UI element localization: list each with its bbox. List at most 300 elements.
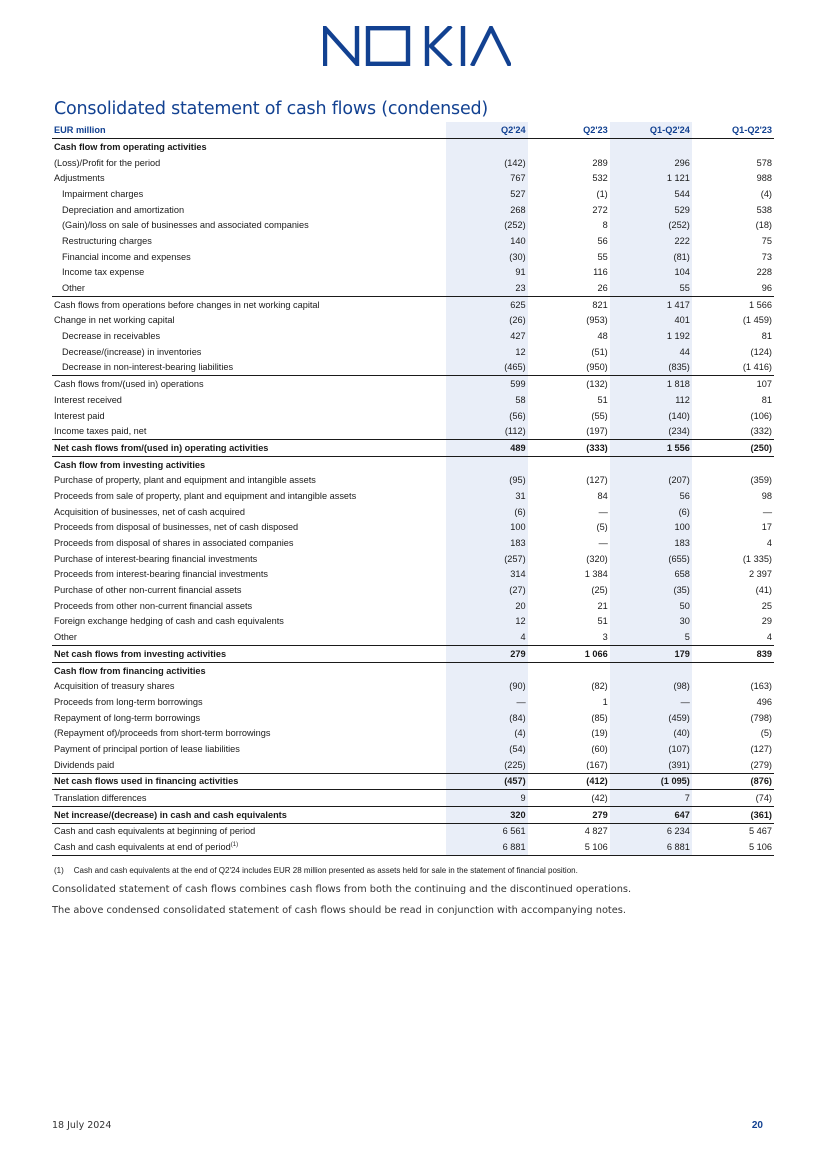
cell-value: 1 556 <box>610 440 692 457</box>
cell-value: 489 <box>446 440 528 457</box>
table-row <box>52 520 774 536</box>
cell-value: (835) <box>610 360 692 376</box>
cell-value: 26 <box>597 283 608 294</box>
footnote-mark: (1) <box>54 866 64 875</box>
cell-value: (6) <box>610 504 692 520</box>
cell-value: 96 <box>761 283 772 294</box>
cell-value <box>610 456 692 472</box>
page-title: Consolidated statement of cash flows (condensed) <box>54 99 489 119</box>
row-label-text: Cash flow from financing activities <box>54 665 206 676</box>
cell-value: (4) <box>446 725 528 741</box>
table-row <box>52 186 774 202</box>
cell-value <box>692 456 774 472</box>
row-label <box>52 614 446 630</box>
cell-value: 51 <box>597 616 608 627</box>
row-label-text: Purchase of property, plant and equipment and intangible assets <box>54 475 316 486</box>
table-row <box>52 504 774 520</box>
row-label <box>52 662 446 678</box>
cell-value: 183 <box>446 535 528 551</box>
table-row <box>52 567 774 583</box>
cell-value: 401 <box>610 313 692 329</box>
table-row <box>52 551 774 567</box>
cell-value: (876) <box>692 773 774 790</box>
row-label-text: Interest paid <box>54 410 105 421</box>
row-label-text: Income tax expense <box>62 267 145 278</box>
row-label-text: Proceeds from other non-current financial assets <box>54 600 253 611</box>
cell-value: 6 234 <box>610 823 692 839</box>
row-label <box>52 725 446 741</box>
note-text: Consolidated statement of cash flows combines cash flows from both the continuing and the discontinued operations. <box>52 884 632 895</box>
row-label <box>52 456 446 472</box>
cell-value: (95) <box>446 472 528 488</box>
cell-value: (82) <box>591 681 608 692</box>
row-label <box>52 598 446 614</box>
cell-value <box>610 139 692 155</box>
cell-value: — <box>762 506 772 517</box>
row-label <box>52 839 446 855</box>
cell-value: (54) <box>446 741 528 757</box>
cell-value: (798) <box>750 712 772 723</box>
cell-value: (1 459) <box>742 315 772 326</box>
cell-value: (412) <box>528 773 610 790</box>
cell-value: 5 106 <box>692 839 774 855</box>
table-header-row <box>52 122 774 139</box>
table-row <box>52 678 774 694</box>
table-row <box>52 360 774 376</box>
cell-value: 228 <box>756 267 772 278</box>
row-label-text: Net cash flows used in financing activities <box>54 776 239 787</box>
table-row <box>52 423 774 439</box>
cell-value: (655) <box>610 551 692 567</box>
cell-value: 116 <box>593 267 608 278</box>
cell-value: 1 818 <box>610 376 692 392</box>
cell-value: 179 <box>610 646 692 663</box>
cell-value: (279) <box>750 759 772 770</box>
cell-value: 839 <box>692 646 774 663</box>
cell-value <box>692 662 774 678</box>
table-row <box>52 629 774 645</box>
cell-value: 1 384 <box>584 569 608 580</box>
row-label-text: Acquisition of businesses, net of cash acquired <box>54 506 246 517</box>
cell-value: (60) <box>591 743 608 754</box>
row-label <box>52 488 446 504</box>
cell-value: (30) <box>446 249 528 265</box>
cell-value: (4) <box>760 188 772 199</box>
cell-value <box>610 662 692 678</box>
cell-value: 289 <box>592 157 608 168</box>
table-row <box>52 155 774 171</box>
cell-value: 140 <box>446 233 528 249</box>
row-label-text: Proceeds from disposal of businesses, net of cash disposed <box>54 522 299 533</box>
table-row <box>52 839 774 855</box>
row-label <box>52 757 446 773</box>
row-label-text: Proceeds from interest-bearing financial investments <box>54 569 268 580</box>
cell-value: 107 <box>692 376 774 392</box>
table-row <box>52 233 774 249</box>
row-label-text: Dividends paid <box>54 759 115 770</box>
cell-value: 23 <box>446 280 528 296</box>
cell-value: 279 <box>528 806 610 823</box>
cell-value: 91 <box>446 265 528 281</box>
cell-value: 73 <box>761 251 772 262</box>
cell-value: 4 <box>766 538 772 549</box>
row-label <box>52 249 446 265</box>
cell-value: (320) <box>586 553 608 564</box>
row-label-text: Decrease in receivables <box>62 331 161 342</box>
row-label <box>52 741 446 757</box>
cell-value: (5) <box>596 522 608 533</box>
row-label <box>52 155 446 171</box>
cell-value: 8 <box>602 220 608 231</box>
table-row <box>52 472 774 488</box>
cell-value: 268 <box>446 202 528 218</box>
cell-value: (81) <box>610 249 692 265</box>
cell-value: (234) <box>610 423 692 439</box>
column-header: Q1-Q2'24 <box>610 122 692 139</box>
cell-value: (163) <box>750 681 772 692</box>
cell-value: (18) <box>755 220 772 231</box>
table-row <box>52 646 774 663</box>
row-label-text: Acquisition of treasury shares <box>54 681 175 692</box>
column-header: Q2'23 <box>528 122 610 139</box>
table-row <box>52 170 774 186</box>
table-row <box>52 217 774 233</box>
row-label <box>52 790 446 807</box>
cell-value: 625 <box>446 296 528 312</box>
table-row <box>52 725 774 741</box>
cell-value: (332) <box>750 426 772 437</box>
footnote-text: Cash and cash equivalents at the end of Q2'24 includes EUR 28 million presented as assets held for sale in the statement of financial position. <box>73 866 578 875</box>
row-label <box>52 440 446 457</box>
row-label <box>52 823 446 839</box>
cell-value: (40) <box>610 725 692 741</box>
cell-value: (5) <box>760 728 772 739</box>
row-label <box>52 710 446 726</box>
row-label <box>52 265 446 281</box>
row-label <box>52 186 446 202</box>
row-label <box>52 694 446 710</box>
cell-value: 50 <box>610 598 692 614</box>
page-number: 20 <box>751 1120 763 1131</box>
cell-value: 314 <box>446 567 528 583</box>
cell-value: (106) <box>750 410 772 421</box>
column-header: Q2'24 <box>446 122 528 139</box>
cell-value: 12 <box>446 344 528 360</box>
table-row <box>52 440 774 457</box>
cell-value: 527 <box>446 186 528 202</box>
row-label-text: Foreign exchange hedging of cash and cash equivalents <box>54 616 284 627</box>
cell-value: 5 106 <box>528 839 610 855</box>
cell-value: 7 <box>610 790 692 807</box>
row-label-text: Proceeds from disposal of shares in associated companies <box>54 538 294 549</box>
cell-value: 821 <box>528 296 610 312</box>
cell-value: 1 <box>602 696 608 707</box>
cell-value: (250) <box>692 440 774 457</box>
row-label <box>52 408 446 424</box>
cell-value: (1 095) <box>610 773 692 790</box>
table-row <box>52 392 774 408</box>
cell-value: (252) <box>446 217 528 233</box>
cell-value: (85) <box>591 712 608 723</box>
row-label-text: Interest received <box>54 394 122 405</box>
cell-value: 100 <box>610 520 692 536</box>
cell-value: 1 417 <box>610 296 692 312</box>
cell-value: (27) <box>446 582 528 598</box>
cell-value: (35) <box>610 582 692 598</box>
cell-value: (124) <box>750 346 772 357</box>
table-row <box>52 694 774 710</box>
row-label-text: Payment of principal portion of lease liabilities <box>54 743 240 754</box>
column-header: Q1-Q2'23 <box>692 122 774 139</box>
cell-value: (51) <box>591 346 608 357</box>
row-label <box>52 472 446 488</box>
note-text: The above condensed consolidated statement of cash flows should be read in conjunction with accompanying notes. <box>52 905 627 916</box>
cell-value: 9 <box>446 790 528 807</box>
cell-value <box>692 139 774 155</box>
cell-value: 25 <box>761 600 772 611</box>
cell-value: (252) <box>610 217 692 233</box>
cell-value <box>528 456 610 472</box>
cell-value: (457) <box>446 773 528 790</box>
table-row <box>52 823 774 839</box>
table-row <box>52 806 774 823</box>
row-label-text: Cash flow from investing activities <box>54 459 206 470</box>
report-date: 18 July 2024 <box>52 1120 112 1131</box>
table-row <box>52 139 774 155</box>
row-label <box>52 296 446 312</box>
row-label-text: Adjustments <box>54 173 105 184</box>
row-label <box>52 582 446 598</box>
table-row <box>52 582 774 598</box>
cell-value: 30 <box>610 614 692 630</box>
cell-value: — <box>610 694 692 710</box>
cell-value: (98) <box>610 678 692 694</box>
row-label-text: Net cash flows from investing activities <box>54 648 227 659</box>
cell-value: (55) <box>591 410 608 421</box>
table-row <box>52 296 774 312</box>
row-label-text: (Repayment of)/proceeds from short-term borrowings <box>54 728 271 739</box>
cell-value: (1 335) <box>742 553 772 564</box>
cell-value: 599 <box>446 376 528 392</box>
row-label <box>52 328 446 344</box>
cell-value: 767 <box>446 170 528 186</box>
cell-value: 56 <box>597 235 608 246</box>
cell-value: 81 <box>761 331 772 342</box>
table-row <box>52 535 774 551</box>
cell-value: (107) <box>610 741 692 757</box>
cell-value: (197) <box>586 426 608 437</box>
footnote-reference: (1) <box>230 842 239 849</box>
row-label-text: Cash flows from/(used in) operations <box>54 379 204 390</box>
cell-value: 21 <box>597 600 608 611</box>
row-label <box>52 504 446 520</box>
cell-value: 6 881 <box>446 839 528 855</box>
row-label <box>52 646 446 663</box>
cell-value: 4 827 <box>584 826 608 837</box>
cell-value: (112) <box>446 423 528 439</box>
cell-value: 5 467 <box>749 826 772 837</box>
cell-value: 6 881 <box>610 839 692 855</box>
cell-value: 44 <box>610 344 692 360</box>
row-label <box>52 551 446 567</box>
cell-value: 272 <box>592 204 608 215</box>
table-row <box>52 313 774 329</box>
cell-value: 532 <box>592 173 608 184</box>
cell-value: 529 <box>610 202 692 218</box>
table-row <box>52 662 774 678</box>
table-row <box>52 344 774 360</box>
cell-value: 2 397 <box>749 569 772 580</box>
row-label-text: Impairment charges <box>62 188 144 199</box>
row-label-text: Cash and cash equivalents at beginning of period <box>54 826 256 837</box>
cell-value: (225) <box>446 757 528 773</box>
cell-value: (74) <box>755 793 772 804</box>
cell-value: (207) <box>610 472 692 488</box>
cell-value: — <box>598 538 608 549</box>
row-label <box>52 170 446 186</box>
row-label <box>52 376 446 392</box>
row-label <box>52 678 446 694</box>
row-label-text: Proceeds from sale of property, plant and equipment and intangible assets <box>54 490 357 501</box>
cell-value: 29 <box>761 616 772 627</box>
cell-value: 31 <box>446 488 528 504</box>
row-label <box>52 392 446 408</box>
cell-value: 55 <box>597 251 608 262</box>
cell-value: (333) <box>528 440 610 457</box>
cell-value: 5 <box>610 629 692 645</box>
row-label <box>52 423 446 439</box>
row-label-text: Depreciation and amortization <box>62 204 185 215</box>
cell-value <box>446 139 528 155</box>
cell-value: 1 121 <box>610 170 692 186</box>
row-label <box>52 360 446 376</box>
cell-value: (142) <box>446 155 528 171</box>
cell-value: (465) <box>446 360 528 376</box>
cell-value: 279 <box>446 646 528 663</box>
cell-value: (132) <box>528 376 610 392</box>
cell-value: 75 <box>761 235 772 246</box>
cell-value: 81 <box>761 394 772 405</box>
cell-value: (1) <box>596 188 608 199</box>
cell-value: 658 <box>610 567 692 583</box>
row-label-text: Other <box>54 632 77 643</box>
cell-value: 56 <box>610 488 692 504</box>
cell-value: 496 <box>756 696 772 707</box>
cell-value: (84) <box>446 710 528 726</box>
row-label-text: Cash flow from operating activities <box>54 141 207 152</box>
row-label <box>52 806 446 823</box>
row-label-text: Proceeds from long-term borrowings <box>54 696 203 707</box>
table-row <box>52 376 774 392</box>
cell-value: 98 <box>761 490 772 501</box>
table-row <box>52 265 774 281</box>
table-row <box>52 741 774 757</box>
row-label-text: Net cash flows from/(used in) operating activities <box>54 442 269 453</box>
cell-value: 538 <box>756 204 772 215</box>
cell-value: (361) <box>692 806 774 823</box>
cell-value: 20 <box>446 598 528 614</box>
table-row <box>52 280 774 296</box>
cell-value: 12 <box>446 614 528 630</box>
row-label-text: Repayment of long-term borrowings <box>54 712 201 723</box>
cell-value: 100 <box>446 520 528 536</box>
cell-value <box>528 139 610 155</box>
cell-value: (1 416) <box>742 362 772 373</box>
row-label <box>52 313 446 329</box>
cell-value: (41) <box>755 585 772 596</box>
row-label-text: Other <box>62 283 85 294</box>
cell-value: (257) <box>446 551 528 567</box>
cell-value: 3 <box>602 632 608 643</box>
row-label-text: Translation differences <box>54 793 147 804</box>
table-row <box>52 202 774 218</box>
cell-value: 84 <box>597 490 608 501</box>
row-label-text: Purchase of other non-current financial assets <box>54 585 242 596</box>
cell-value: 58 <box>446 392 528 408</box>
cell-value: 427 <box>446 328 528 344</box>
row-label-text: (Gain)/loss on sale of businesses and associated companies <box>62 220 309 231</box>
row-label <box>52 217 446 233</box>
cell-value: (56) <box>446 408 528 424</box>
row-label <box>52 344 446 360</box>
cell-value: 1 566 <box>692 296 774 312</box>
cell-value: 988 <box>756 173 772 184</box>
table-row <box>52 598 774 614</box>
cell-value: (359) <box>750 475 772 486</box>
cell-value: (6) <box>446 504 528 520</box>
cell-value: 544 <box>610 186 692 202</box>
cell-value: (127) <box>586 475 608 486</box>
row-label <box>52 280 446 296</box>
row-label <box>52 233 446 249</box>
table-row <box>52 614 774 630</box>
table-row <box>52 488 774 504</box>
cell-value <box>446 456 528 472</box>
row-label <box>52 567 446 583</box>
row-label-text: Net increase/(decrease) in cash and cash equivalents <box>54 809 287 820</box>
row-label-text: Decrease in non-interest-bearing liabilities <box>62 362 234 373</box>
table-row <box>52 773 774 790</box>
cell-value: 112 <box>610 392 692 408</box>
cell-value: (953) <box>586 315 608 326</box>
table-row <box>52 790 774 807</box>
row-label-text: Purchase of interest-bearing financial investments <box>54 553 258 564</box>
cell-value: 55 <box>610 280 692 296</box>
cell-value: 17 <box>761 522 772 533</box>
cell-value: 48 <box>597 331 608 342</box>
row-label-text: (Loss)/Profit for the period <box>54 157 161 168</box>
cell-value <box>446 662 528 678</box>
row-label <box>52 629 446 645</box>
row-label <box>52 535 446 551</box>
table-body <box>52 139 774 856</box>
cell-value <box>528 662 610 678</box>
cell-value: (127) <box>750 743 772 754</box>
cell-value: 578 <box>756 157 772 168</box>
row-label <box>52 773 446 790</box>
cell-value: 647 <box>610 806 692 823</box>
cell-value: 6 561 <box>446 823 528 839</box>
cash-flow-table <box>52 122 774 856</box>
cell-value: 183 <box>610 535 692 551</box>
cell-value: (42) <box>591 793 608 804</box>
cell-value: 1 066 <box>528 646 610 663</box>
row-label-text: Restructuring charges <box>62 235 152 246</box>
row-label-text: Income taxes paid, net <box>54 426 147 437</box>
row-label-text: Change in net working capital <box>54 315 175 326</box>
cell-value: (25) <box>591 585 608 596</box>
row-label-text: Financial income and expenses <box>62 251 191 262</box>
